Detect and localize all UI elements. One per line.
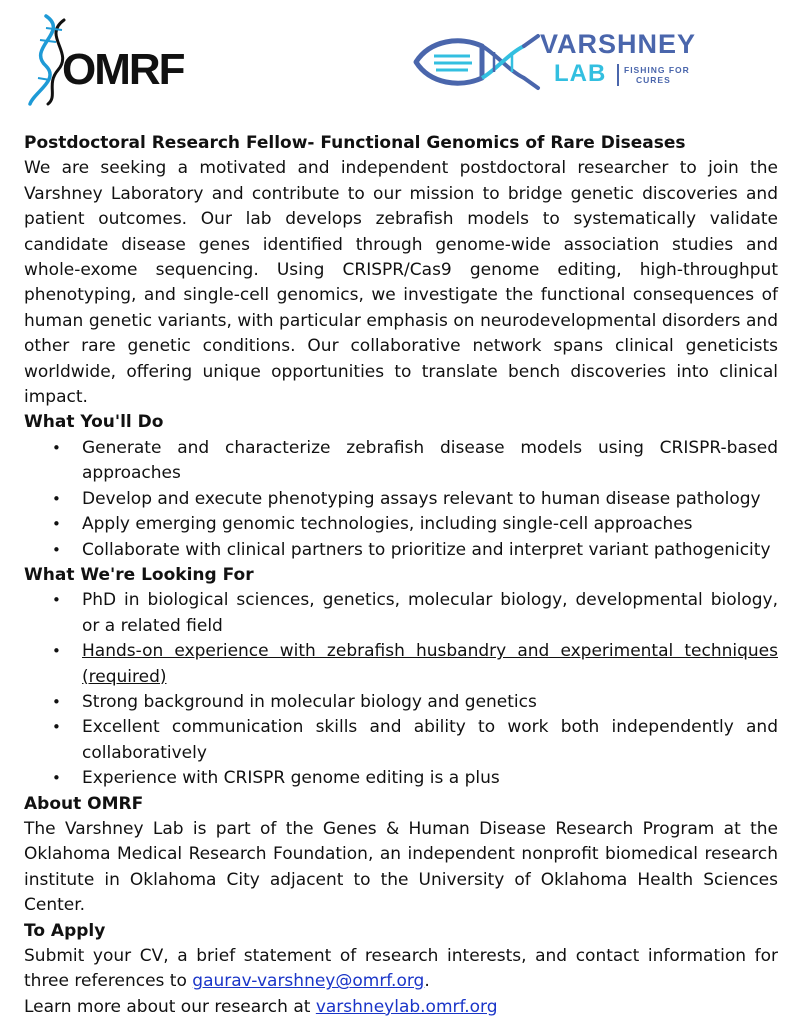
apply-period: . [424, 971, 430, 992]
requirement-item: • Strong background in molecular biology and genetics [24, 690, 778, 715]
duties-list [24, 436, 778, 563]
requirements-heading: What We're Looking For [24, 564, 254, 585]
requirement-item: • Experience with CRISPR genome editing is a plus [24, 766, 778, 791]
duty-item: • Generate and characterize zebrafish disease models using CRISPR-based approaches [24, 436, 778, 487]
logo-divider [617, 64, 619, 86]
requirement-item: • Excellent communication skills and ability to work both independently and collaboratively [24, 715, 778, 766]
duties-heading: What You'll Do [24, 412, 164, 433]
job-posting [24, 131, 778, 1020]
job-intro: We are seeking a motivated and independent postdoctoral researcher to join the Varshney Laboratory and contribute to our mission to bridge genetic discoveries and patient outcomes. Our lab develops zebrafish models to systematically validate candidate disease genes identified through genome-wide association studies and whole-exome sequencing. Using CRISPR/Cas9 genome editing, high-throughput phenotyping, and single-cell genomics, we investigate the functional consequences of human genetic variants, with particular emphasis on neurodevelopmental disorders and other rare genetic conditions. Our collaborative network spans clinical geneticists worldwide, offering unique opportunities to translate bench discoveries into clinical impact. [24, 158, 778, 408]
apply-text [24, 944, 778, 995]
learn-more-line [24, 995, 778, 1020]
duty-item: • Apply emerging genomic technologies, including single-cell approaches [24, 512, 778, 537]
requirement-item-required: • Hands-on experience with zebrafish husbandry and experimental techniques (required) [24, 639, 778, 690]
website-link[interactable]: varshneylab.omrf.org [315, 996, 498, 1017]
duty-item: • Collaborate with clinical partners to prioritize and interpret variant pathogenicity [24, 538, 778, 563]
tagline-line-1: FISHING FOR [624, 65, 690, 75]
about-text: The Varshney Lab is part of the Genes & Human Disease Research Program at the Oklahoma Medical Research Foundation, an independent nonprofit biomedical research institute in Oklahoma City adjacent to the University of Oklahoma Health Sciences Center. [24, 818, 778, 916]
learn-more-label: Learn more about our research at [24, 996, 316, 1017]
requirements-list [24, 588, 778, 791]
tagline-line-2: CURES [636, 75, 671, 85]
omrf-wordmark: OMRF [62, 45, 184, 94]
omrf-logo [24, 14, 184, 106]
logo-tagline [624, 65, 708, 85]
about-heading: About OMRF [24, 793, 144, 814]
varshney-wordmark: VARSHNEY [540, 29, 697, 59]
email-link[interactable]: gaurav-varshney@omrf.org [192, 971, 425, 992]
apply-instructions: Submit your CV, a brief statement of research interests, and contact information for three references to [24, 946, 778, 992]
varshney-lab-logo [412, 26, 712, 96]
job-title: Postdoctoral Research Fellow- Functional Genomics of Rare Diseases [24, 133, 686, 153]
lab-wordmark: LAB [554, 60, 607, 87]
requirement-item: • PhD in biological sciences, genetics, molecular biology, developmental biology, or a related field [24, 588, 778, 639]
apply-heading: To Apply [24, 920, 106, 941]
fish-dna-icon [412, 26, 542, 96]
duty-item: • Develop and execute phenotyping assays relevant to human disease pathology [24, 487, 778, 512]
